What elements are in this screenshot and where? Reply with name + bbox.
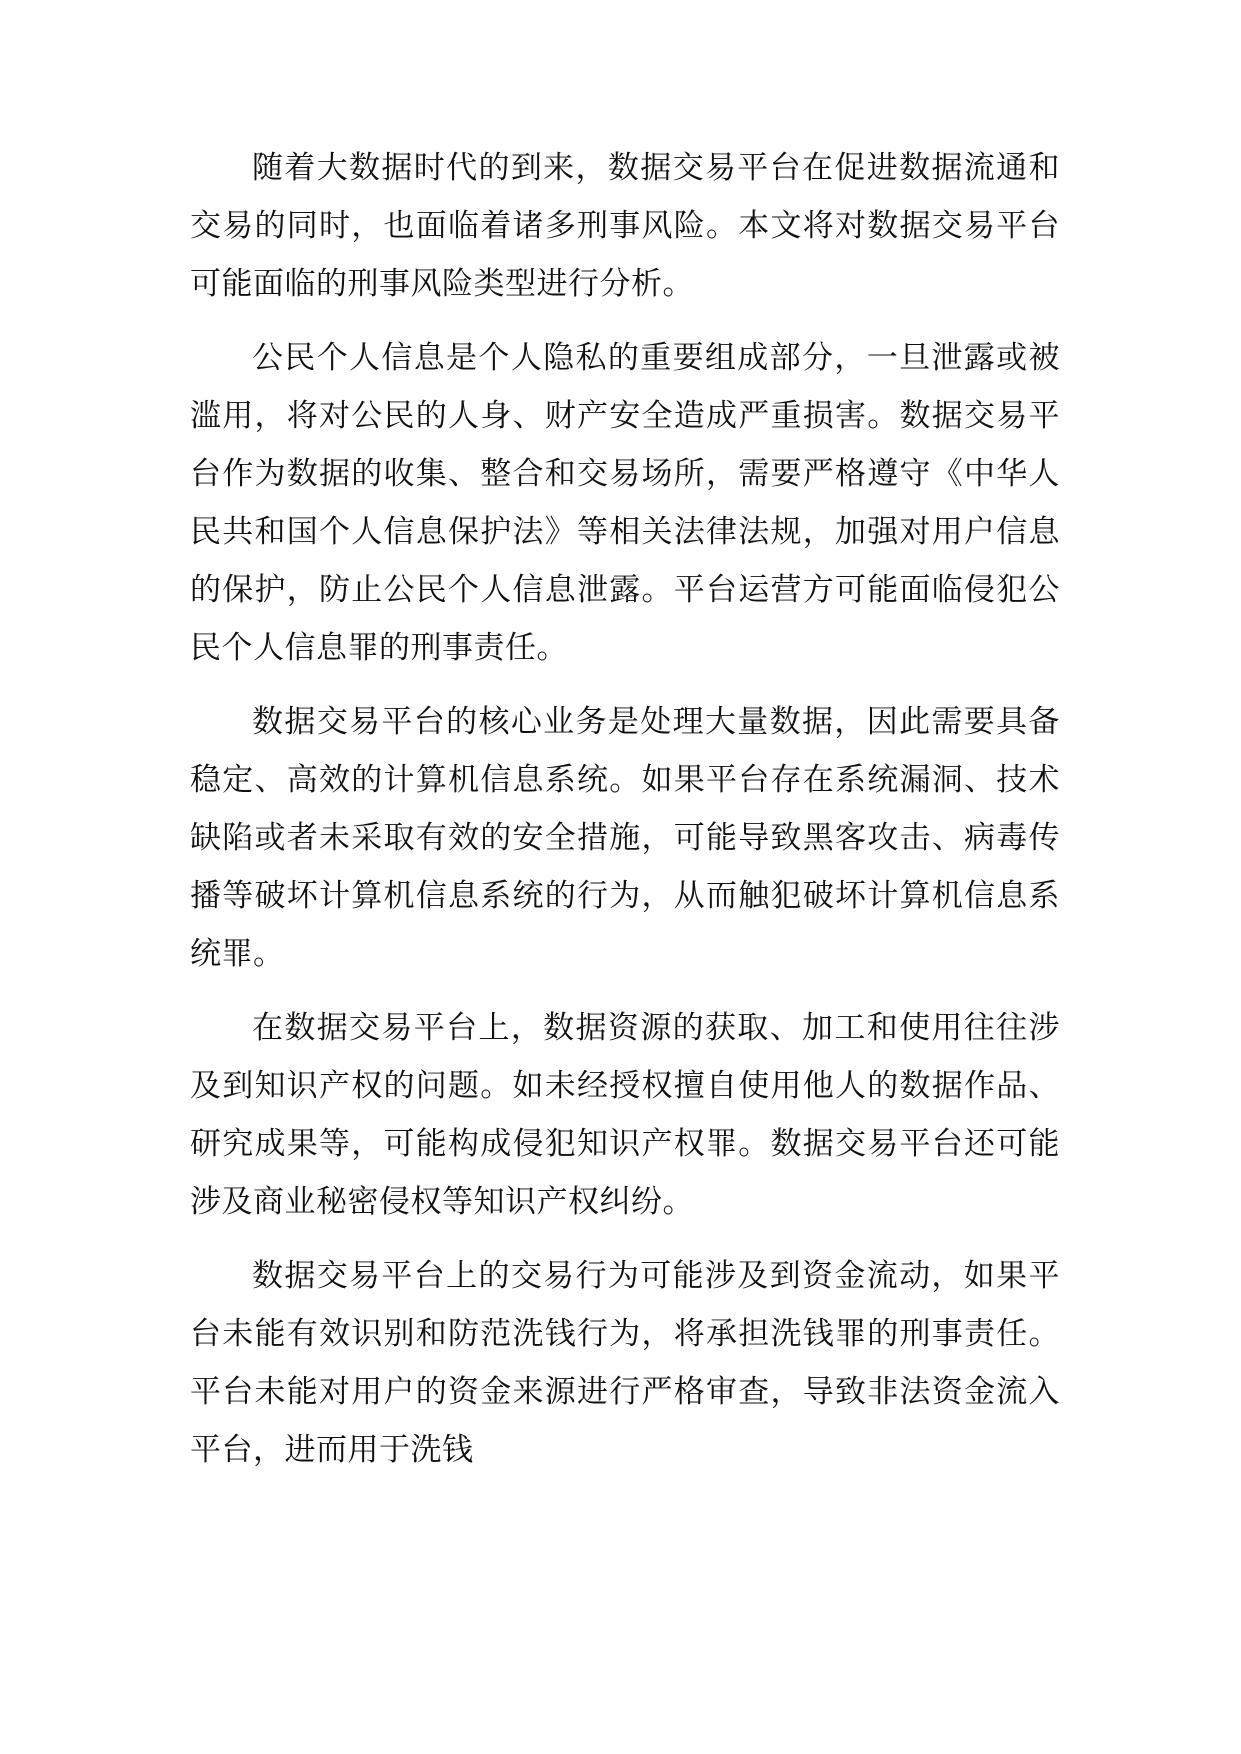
paragraph-personal-info: 公民个人信息是个人隐私的重要组成部分，一旦泄露或被滥用，将对公民的人身、财产安全造成严重损害。数据交易平台作为数据的收集、整合和交易场所，需要严格遵守《中华人民共和国个人信息保护法》等相关法律法规，加强对用户信息的保护，防止公民个人信息泄露。平台运营方可能面临侵犯公民个人信息罪的刑事责任。	[190, 340, 1060, 666]
paragraph-computer-system: 数据交易平台的核心业务是处理大量数据，因此需要具备稳定、高效的计算机信息系统。如果平台存在系统漏洞、技术缺陷或者未采取有效的安全措施，可能导致黑客攻击、病毒传播等破坏计算机信息系统的行为，从而触犯破坏计算机信息系统罪。	[190, 704, 1060, 972]
document-body	[190, 139, 1060, 1495]
paragraph-intro: 随着大数据时代的到来，数据交易平台在促进数据流通和交易的同时，也面临着诸多刑事风险。本文将对数据交易平台可能面临的刑事风险类型进行分析。	[190, 150, 1060, 302]
paragraph-money-laundering: 数据交易平台上的交易行为可能涉及到资金流动，如果平台未能有效识别和防范洗钱行为，将承担洗钱罪的刑事责任。平台未能对用户的资金来源进行严格审查，导致非法资金流入平台，进而用于洗钱	[190, 1258, 1060, 1468]
paragraph-intellectual-property: 在数据交易平台上，数据资源的获取、加工和使用往往涉及到知识产权的问题。如未经授权擅自使用他人的数据作品、研究成果等，可能构成侵犯知识产权罪。数据交易平台还可能涉及商业秘密侵权等知识产权纠纷。	[190, 1010, 1060, 1220]
